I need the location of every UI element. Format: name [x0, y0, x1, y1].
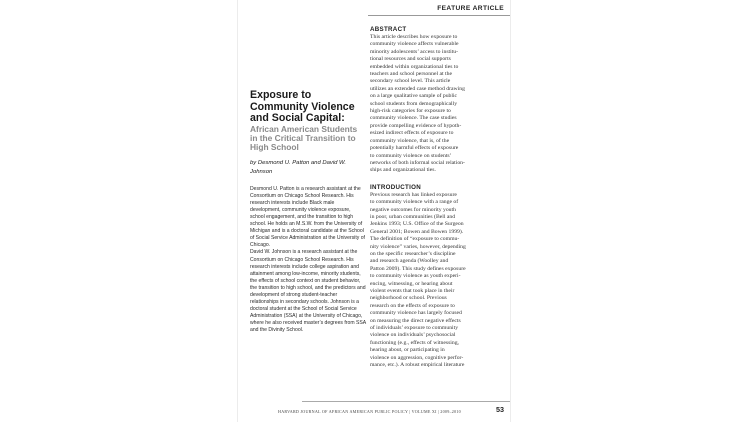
page-number: 53 — [496, 405, 504, 414]
introduction-heading: INTRODUCTION — [370, 183, 422, 191]
author-bio: Desmond U. Patton is a research assistant at the Consortium on Chicago School Research. His research interests include Black male development, community violence exposure, school engagement, and the transition to high school. He holds an M.S.W. from the University of Michigan and is a doctoral candidate at the School of Social Service Administration at the University of Chicago. David W. Johnson is a research assistant at the Consortium on Chicago School Research. His research interests include college aspiration and attainment among low-income, minority students, the effects of school context on student behavior, the transition to high school, and the predictors and development of strong student-teacher relationships in secondary schools. Johnson is a doctoral student at the School of Social Service Administration (SSA) at the University of Chicago, where he also received master’s degrees from SSA and the Divinity School. — [250, 185, 366, 334]
article-title: Exposure to Community Violence and Social Capital: — [250, 89, 355, 125]
author-byline: by Desmond U. Patton and David W. Johnson — [250, 160, 347, 175]
footer-rule — [302, 401, 510, 402]
journal-page — [238, 0, 510, 422]
journal-line: HARVARD JOURNAL OF AFRICAN AMERICAN PUBLIC POLICY | VOLUME XI | 2009–2010 — [278, 409, 461, 414]
text-column — [370, 26, 502, 369]
article-subtitle: African American Students in the Critical Transition to High School — [250, 123, 358, 153]
abstract-heading: ABSTRACT — [370, 26, 407, 33]
abstract-text: This article describes how exposure to community violence affects vulnerable minority adolescents’ access to institu- tional resources and social supports embedded within organizational ties to teachers and school personnel at the secondary school level. This article utilizes an extended case method drawing on a large qualitative sample of public school students from demographically high-risk categories for exposure to community violence. The case studies provide compelling evidence of hypoth- esized indirect effects of exposure to community violence, that is, of the potentially harmful effects of exposure to community violence on students’ networks of both informal social relation- ships and organizational ties. — [370, 34, 465, 174]
title-column — [250, 90, 366, 335]
header-rule — [368, 15, 510, 16]
introduction-text: Previous research has linked exposure to community violence with a range of negative outcomes for minority youth in poor, urban communities (Bell and Jenkins 1993; U.S. Office of the Surgeon General 2001; Bowen and Bowen 1999). The definition of “exposure to commu- nity violence” varies, however, depending on the specific researcher’s discipline and research agenda (Woolley and Patton 2009). This study defines exposure to community violence as youth experi- encing, witnessing, or hearing about violent events that took place in their neighborhood or school. Previous research on the effects of exposure to community violence has largely focused on measuring the direct negative effects of individuals’ exposure to community violence on individuals’ psychosocial functioning (e.g., effects of witnessing, hearing about, or participating in violence on aggression, cognitive perfor- mance, etc.). A robust empirical literature — [370, 191, 466, 369]
section-label: FEATURE ARTICLE — [437, 5, 504, 12]
page-footer — [278, 405, 510, 417]
